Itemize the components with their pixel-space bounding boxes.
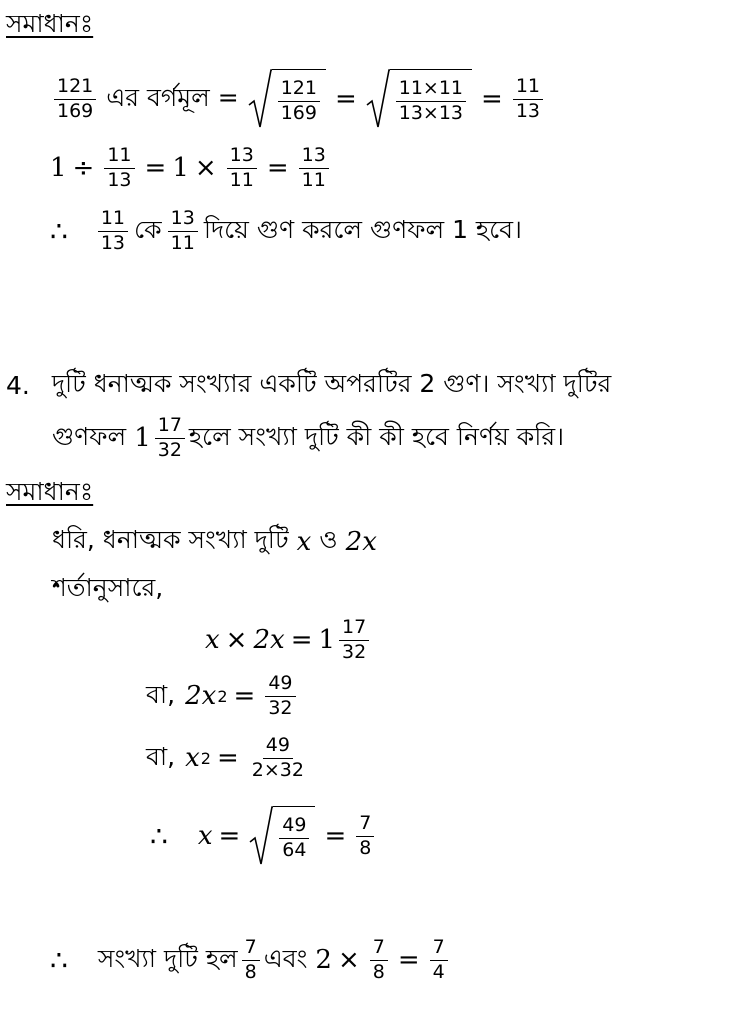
divide-sign: ÷ <box>72 153 95 183</box>
equation-4: ∴ x = 49 64 = $\frac{7}{8}$ <box>150 800 378 872</box>
variable-2x: 2x <box>345 526 377 557</box>
equals-sign: = <box>216 743 239 773</box>
equals-sign: = <box>397 945 420 975</box>
square-root <box>248 69 326 129</box>
exponent: 2 <box>217 686 228 706</box>
problem-4-line-1 <box>6 364 611 407</box>
number: 1 <box>50 153 67 183</box>
square-root <box>366 69 472 129</box>
equals-sign: = <box>233 681 256 711</box>
equals-sign: = <box>290 625 313 655</box>
assumption-text: ধরি, ধনাত্মক সংখ্যা দুটি <box>52 525 289 554</box>
equation-2: বা, 2x 2 = $\frac{49}{32}$ <box>146 668 300 724</box>
square-root <box>249 806 315 866</box>
radical-sign-icon <box>248 69 272 129</box>
times-sign: × <box>194 153 217 183</box>
text-ba: বা, <box>146 679 176 709</box>
fraction: $\frac{7}{8}$ <box>356 813 374 860</box>
condition-line: শর্তানুসারে, <box>52 573 164 602</box>
mixed-number: 1 17 32 <box>134 415 189 462</box>
assumption-line <box>52 520 377 563</box>
text-o: ও <box>319 525 338 554</box>
therefore-symbol: ∴ <box>150 819 168 853</box>
fraction: $\frac{7}{8}$ <box>370 937 388 984</box>
conclusion-line-1 <box>50 203 522 259</box>
answer-text: সংখ্যা দুটি হল <box>97 943 238 973</box>
fraction: $\frac{13}{11}$ <box>227 145 257 192</box>
fraction: 7 8 <box>242 937 260 984</box>
solution-heading-2: সমাধানঃ <box>6 477 94 506</box>
fraction: $\frac{49}{2\times 32}$ <box>251 733 304 781</box>
problem-text: হলে সংখ্যা দুটি কী কী হবে নির্ণয় করি। <box>188 421 565 451</box>
final-answer <box>50 930 452 990</box>
times-sign: × <box>337 945 360 975</box>
sqrt-line <box>50 62 547 136</box>
equals-sign: = <box>266 153 289 183</box>
fraction: 121 169 <box>54 76 96 123</box>
division-line <box>50 140 333 196</box>
mixed-number: 1 17 32 <box>318 617 373 664</box>
problem-text: গুণফল <box>52 421 127 451</box>
equals-sign: = <box>324 821 347 851</box>
equals-sign: = <box>481 84 503 114</box>
fraction: 49 64 <box>279 815 309 862</box>
fraction: 13 11 <box>168 208 198 255</box>
conclusion-text: দিয়ে গুণ করলে গুণফল 1 হবে। <box>203 214 522 244</box>
number: 1 <box>172 153 189 183</box>
equals-sign: = <box>218 821 241 851</box>
equation-3: বা, x 2 = $\frac{49}{2\times 32}$ <box>146 730 311 786</box>
variable-x: x <box>296 526 312 557</box>
equation-1: x × 2x = 1 17 32 <box>205 612 373 668</box>
text-ba: বা, <box>146 741 176 771</box>
fraction: $\frac{7}{4}$ <box>430 937 448 984</box>
equals-sign: = <box>144 153 167 183</box>
fraction: 17 32 <box>155 415 185 462</box>
fraction: $\frac{11}{13}$ <box>104 145 134 192</box>
number: 2 <box>315 945 332 975</box>
therefore-symbol: ∴ <box>50 943 68 977</box>
text-and: এবং <box>263 943 308 973</box>
fraction: 11×11 13×13 <box>396 78 466 125</box>
problem-4-line-2 <box>52 410 564 466</box>
fraction: 121 169 <box>278 78 320 125</box>
problem-text: দুটি ধনাত্মক সংখ্যার একটি অপরটির 2 গুণ। সংখ্যা দুটির <box>51 369 612 398</box>
fraction: 11 13 <box>98 208 128 255</box>
therefore-symbol: ∴ <box>50 214 68 248</box>
problem-number: 4. <box>6 371 30 400</box>
text-square-root-of: এর বর্গমূল = <box>106 82 239 112</box>
fraction: $\frac{11}{13}$ <box>513 76 543 123</box>
equals-sign: = <box>334 84 357 114</box>
solution-heading-1: সমাধানঃ <box>6 9 94 38</box>
exponent: 2 <box>200 748 211 768</box>
fraction: 17 32 <box>339 617 369 664</box>
fraction: $\frac{49}{32}$ <box>265 673 295 720</box>
radical-sign-icon <box>366 69 390 129</box>
radical-sign-icon <box>249 806 273 866</box>
fraction: $\frac{13}{11}$ <box>299 145 329 192</box>
times-sign: × <box>225 625 248 655</box>
text-ke: কে <box>134 214 162 244</box>
